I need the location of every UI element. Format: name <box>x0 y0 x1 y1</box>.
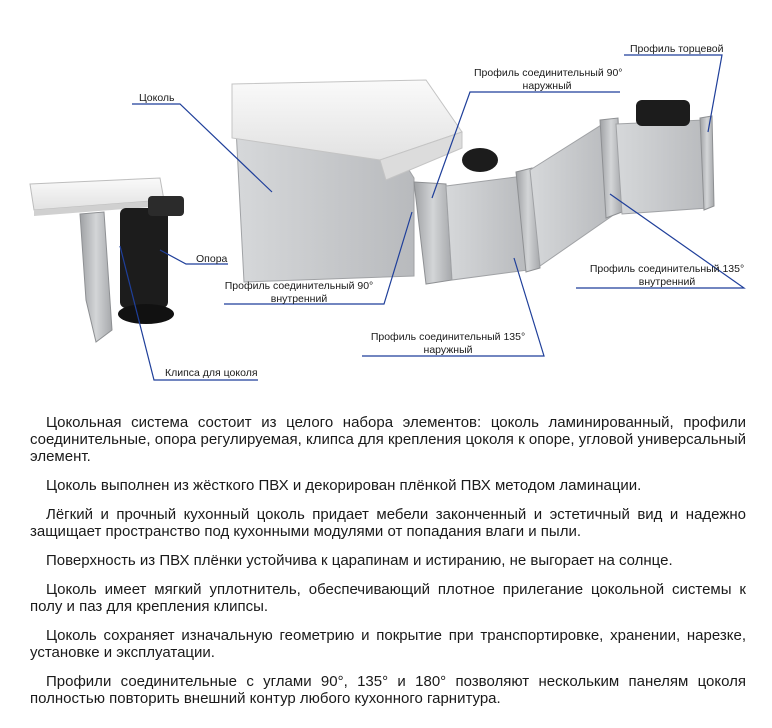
paragraph-2: Цоколь выполнен из жёсткого ПВХ и декорирован плёнкой ПВХ методом ламинации. <box>46 477 642 494</box>
right-leg <box>636 100 690 126</box>
label-prof135-naruzh-line2: наружный <box>423 344 473 356</box>
support-leg-body <box>120 208 168 308</box>
label-prof90-vnutr-line2: внутренний <box>270 293 328 305</box>
paragraph-7: Профили соединительные с углами 90°, 135° и 180° позволяют нескольким панелям цоколя полностью повторить внешний контур любого кухонного гарнитура. <box>30 673 746 707</box>
label-tsokol: Цоколь <box>139 92 175 104</box>
label-prof90-naruzh-line1: Профиль соединительный 90° <box>474 67 623 79</box>
label-opora: Опора <box>196 253 228 265</box>
label-klipsa: Клипса для цоколя <box>165 367 258 379</box>
label-prof90-naruzh <box>474 67 623 93</box>
paragraph-5: Цоколь имеет мягкий уплотнитель, обеспечивающий плотное прилегание цокольной системы к полу и паз для крепления клипсы. <box>30 581 746 615</box>
label-prof90-vnutr-line1: Профиль соединительный 90° <box>224 280 374 292</box>
label-prof90-vnutr <box>224 280 374 306</box>
label-prof135-vnutr-line1: Профиль соединительный 135° <box>589 263 745 275</box>
label-prof90-naruzh-line2: наружный <box>522 80 572 92</box>
paragraph-1: Цокольная система состоит из целого набора элементов: цоколь ламинированный, профили соединительные, опора регулируемая, клипса для крепления цоколя к опоре, угловой универсальный элемент. <box>30 414 746 465</box>
support-leg-foot <box>118 304 174 324</box>
description-text <box>30 414 746 719</box>
paragraph-3: Лёгкий и прочный кухонный цоколь придает мебели законченный и эстетичный вид и надежно защищает пространство под кухонными модулями от попадания влаги и пыли. <box>30 506 746 540</box>
label-prof135-naruzh-line1: Профиль соединительный 135° <box>370 331 526 343</box>
left-assembly <box>30 178 184 342</box>
plinth-clip <box>80 212 112 342</box>
paragraph-6: Цоколь сохраняет изначальную геометрию и покрытие при транспортировке, хранении, нарезке, установке и эксплуатации. <box>30 627 746 661</box>
plinth-panel-diagonal <box>530 122 612 266</box>
support-leg-ring <box>148 196 184 216</box>
center-assembly <box>232 80 714 284</box>
plinth-panel-right <box>616 120 708 214</box>
hidden-leg-top <box>462 148 498 172</box>
label-prof-tortsevoy: Профиль торцевой <box>630 43 724 55</box>
paragraph-4: Поверхность из ПВХ плёнки устойчива к царапинам и истиранию, не выгорает на солнце. <box>46 552 673 569</box>
label-prof135-vnutr <box>587 263 747 289</box>
label-prof135-naruzh <box>368 331 528 357</box>
label-prof135-vnutr-line2: внутренний <box>638 276 696 288</box>
